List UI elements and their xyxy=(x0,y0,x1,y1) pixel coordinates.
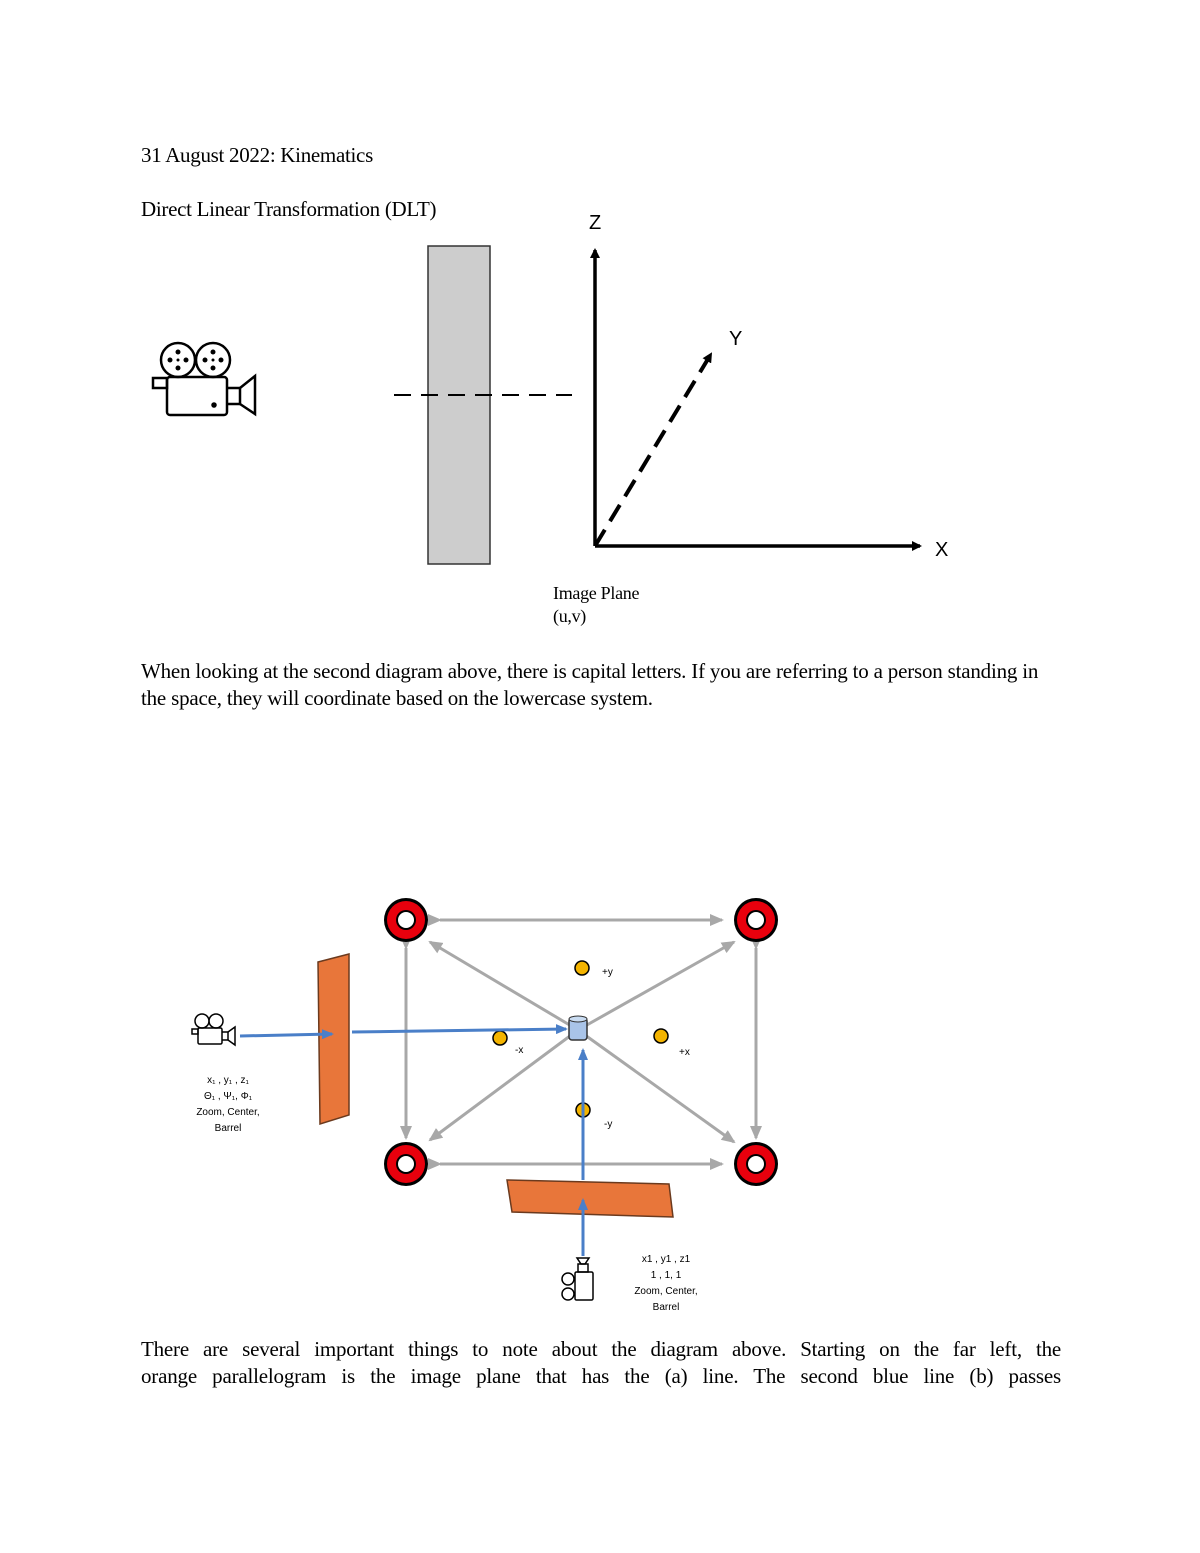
diagonal-arrow-top-left xyxy=(430,942,578,1030)
image-plane-label xyxy=(553,582,639,628)
left-camera-params xyxy=(178,1073,278,1137)
film-camera-icon xyxy=(153,343,255,415)
left-camera-icon xyxy=(192,1014,235,1045)
image-plane-rect xyxy=(428,246,490,564)
page-date-title: 31 August 2022: Kinematics xyxy=(141,143,373,167)
y-axis-label: Y xyxy=(729,328,743,350)
marker-bottom-right xyxy=(734,1142,778,1186)
marker-bottom-left xyxy=(384,1142,428,1186)
x-axis-label: X xyxy=(935,539,949,561)
bottom-camera-params xyxy=(616,1252,716,1316)
label-minus-x: -x xyxy=(515,1045,524,1056)
dot-minus-x xyxy=(493,1031,507,1045)
ray-b xyxy=(352,1029,566,1032)
label-minus-y: -y xyxy=(604,1119,613,1130)
paragraph-notes-line2: orange parallelogram is the image plane that has the (a) line. The second blue line (b) passes xyxy=(141,1364,1061,1388)
camera-setup-diagram xyxy=(192,898,778,1300)
y-axis-dashed-arrow xyxy=(595,354,711,546)
label-plus-y: +y xyxy=(602,967,613,978)
marker-top-right xyxy=(734,898,778,942)
label-plus-x: +x xyxy=(679,1047,690,1058)
diagonal-arrow-bottom-left xyxy=(430,1030,578,1140)
left-camera-barrel: Barrel xyxy=(214,1123,242,1134)
bottom-image-plane xyxy=(507,1180,673,1217)
paragraph-coordinate-systems: When looking at the second diagram above, there is capital letters. If you are referring to a person standing in the space, they will coordinate based on the lowercase system. xyxy=(141,659,1039,710)
dot-plus-x xyxy=(654,1029,668,1043)
tracked-object-icon xyxy=(569,1016,587,1040)
ray-a xyxy=(240,1034,332,1036)
paragraph-diagram-notes xyxy=(141,1336,1061,1390)
bottom-camera-position: x1 , y1 , z1 xyxy=(641,1254,691,1265)
diagonal-arrow-top-right xyxy=(578,942,734,1030)
left-image-plane xyxy=(318,954,349,1124)
section-title: Direct Linear Transformation (DLT) xyxy=(141,197,437,221)
left-camera-position: x₁ , y₁ , z₁ xyxy=(207,1075,249,1086)
left-camera-angles: Θ₁ , Ψ₁, Φ₁ xyxy=(203,1091,253,1102)
bottom-camera-barrel: Barrel xyxy=(652,1302,680,1313)
calibration-markers xyxy=(384,898,778,1186)
marker-top-left xyxy=(384,898,428,942)
image-plane-coords: (u,v) xyxy=(553,606,586,626)
bottom-camera-icon xyxy=(562,1258,593,1300)
dot-plus-y xyxy=(575,961,589,975)
paragraph-notes-line1: There are several important things to note about the diagram above. Starting on the far left, the xyxy=(141,1337,1061,1361)
bottom-camera-lens: Zoom, Center, xyxy=(634,1286,698,1297)
z-axis-label: Z xyxy=(589,212,602,234)
image-plane-title: Image Plane xyxy=(553,583,640,603)
bottom-camera-angles: 1 , 1, 1 xyxy=(650,1270,682,1281)
left-camera-lens: Zoom, Center, xyxy=(196,1107,260,1118)
diagonal-arrow-bottom-right xyxy=(578,1030,734,1142)
